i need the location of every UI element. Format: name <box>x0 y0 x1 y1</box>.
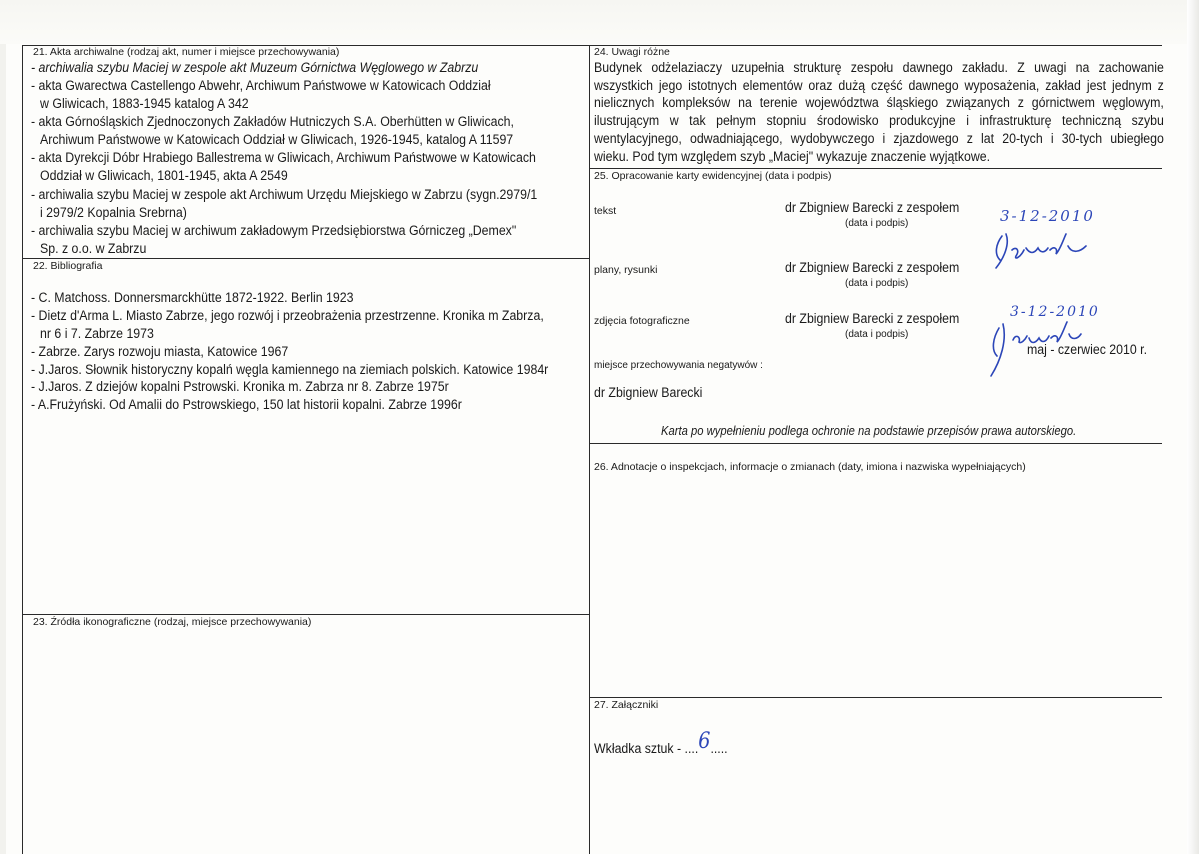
remarks-line-1: Budynek odżelaziaczy uzupełnia strukturę zespołu dawnego zakładu. Z uwagi na zachowanie <box>594 60 1164 76</box>
bibliography-line-3: nr 6 i 7. Zabrze 1973 <box>40 326 154 342</box>
archive-line-3: w Gliwicach, 1883-1945 katalog A 342 <box>40 96 249 112</box>
archive-line-2: - akta Gwarectwa Castellengo Abwehr, Archiwum Państwowe w Katowicach Oddział <box>31 78 491 94</box>
scan-margin-top <box>0 0 1199 44</box>
divider-24-25 <box>589 168 1162 169</box>
insert-count-handwritten: 6 <box>698 729 711 754</box>
remarks-line-5: wentylacyjnego, odwadniającego, wydobywczego i zjazdowego z lat 20-tych i 30-tych ubiegłego <box>594 131 1164 147</box>
bibliography-line-1: - C. Matchoss. Donnersmarckhütte 1872-1922. Berlin 1923 <box>31 290 354 306</box>
archive-line-4: - akta Górnośląskich Zjednoczonych Zakładów Hutniczych S.A. Oberhütten w Gliwicach, <box>31 114 514 130</box>
negatives-location-label: miejsce przechowywania negatywów : <box>594 360 763 371</box>
divider-25-26 <box>589 443 1162 444</box>
handwritten-date-photos: 3-12-2010 <box>1010 304 1100 320</box>
archive-line-8: - archiwalia szybu Maciej w zespole akt Archiwum Urzędu Miejskiego w Zabrzu (sygn.2979/1 <box>31 187 538 203</box>
form-left-border <box>22 45 23 854</box>
archive-line-1: - archiwalia szybu Maciej w zespole akt Muzeum Górnictwa Węglowego w Zabrzu <box>31 60 479 76</box>
section-27-header: 27. Załączniki <box>594 699 659 711</box>
insert-count-label: Wkładka sztuk - .... <box>594 741 699 757</box>
scan-edge-right <box>1187 0 1199 854</box>
archive-line-10: - archiwalia szybu Maciej w archiwum zakładowym Przedsiębiorstwa Górniczeg „Demex" <box>31 223 517 239</box>
section-23-header: 23. Źródła ikonograficzne (rodzaj, miejsce przechowywania) <box>33 616 312 628</box>
bibliography-line-4: - Zabrze. Zarys rozwoju miasta, Katowice 1967 <box>31 344 289 360</box>
bibliography-line-7: - A.Frużyński. Od Amalii do Pstrowskiego, 150 lat historii kopalni. Zabrze 1996r <box>31 397 462 413</box>
remarks-line-3: nielicznych kompleksów na terenie województwa śląskiego związanych z górnictwem węglowym, <box>594 95 1164 111</box>
archive-line-6: - akta Dyrekcji Dóbr Hrabiego Ballestrema w Gliwicach, Archiwum Państwowe w Katowicach <box>31 150 536 166</box>
insert-count-dots: ..... <box>710 741 728 757</box>
section-25-header: 25. Opracowanie karty ewidencyjnej (data i podpis) <box>594 170 832 182</box>
copyright-note: Karta po wypełnieniu podlega ochronie na podstawie przepisów prawa autorskiego. <box>661 424 1077 438</box>
bibliography-line-6: - J.Jaros. Z dziejów kopalni Pstrowski. Kronika m. Zabrza nr 8. Zabrze 1975r <box>31 379 449 395</box>
section-24-header: 24. Uwagi różne <box>594 46 670 58</box>
row-label-drawings: plany, rysunki <box>594 264 658 276</box>
remarks-line-2: wszystkich jego istotnych elementów oraz dużą część dawnego wyposażenia, zakład jest jednym z <box>594 78 1164 94</box>
section-21-header: 21. Akta archiwalne (rodzaj akt, numer i miejsce przechowywania) <box>33 46 340 58</box>
divider-26-27 <box>589 697 1162 698</box>
photo-period: maj - czerwiec 2010 r. <box>1027 342 1148 358</box>
remarks-line-4: ilustrującym w tak pełnym stopniu środowisko produkcyjne i infrastrukturę techniczną szybu <box>594 113 1164 129</box>
handwritten-signature-1 <box>990 228 1100 278</box>
column-divider <box>589 45 590 854</box>
archive-line-9: i 2979/2 Kopalnia Srebrna) <box>40 205 187 221</box>
archive-line-5: Archiwum Państwowe w Katowicach Oddział w Gliwicach, 1926-1945, katalog A 11597 <box>40 132 514 148</box>
date-signature-caption-drawings: (data i podpis) <box>845 278 909 289</box>
handwritten-signature-2 <box>985 318 1085 378</box>
archive-line-11: Sp. z o.o. w Zabrzu <box>40 241 147 257</box>
author-name-photos: dr Zbigniew Barecki z zespołem <box>785 311 960 327</box>
author-name-drawings: dr Zbigniew Barecki z zespołem <box>785 260 960 276</box>
section-26-header: 26. Adnotacje o inspekcjach, informacje o zmianach (daty, imiona i nazwiska wypełniających) <box>594 461 1026 473</box>
author-name-text: dr Zbigniew Barecki z zespołem <box>785 200 960 216</box>
archive-line-7: Oddział w Gliwicach, 1801-1945, akta A 2549 <box>40 168 288 184</box>
date-signature-caption-photos: (data i podpis) <box>845 329 909 340</box>
insert-count-field <box>594 729 728 759</box>
negatives-location-value: dr Zbigniew Barecki <box>594 385 703 401</box>
row-label-photos: zdjęcia fotograficzne <box>594 315 690 327</box>
divider-22-23 <box>22 614 589 615</box>
bibliography-line-5: - J.Jaros. Słownik historyczny kopalń węgla kamiennego na ziemiach polskich. Katowice 1984r <box>31 362 549 378</box>
date-signature-caption-text: (data i podpis) <box>845 218 909 229</box>
bibliography-line-2: - Dietz d'Arma L. Miasto Zabrze, jego rozwój i przeobrażenia przestrzenne. Kronika m Zabrza, <box>31 308 544 324</box>
remarks-line-6: wieku. Pod tym względem szyb „Maciej" wykazuje znaczenie wyjątkowe. <box>594 149 991 165</box>
handwritten-date-text: 3-12-2010 <box>1000 207 1095 225</box>
scan-edge-left <box>0 0 6 854</box>
section-22-header: 22. Bibliografia <box>33 260 103 272</box>
row-label-text: tekst <box>594 205 617 217</box>
